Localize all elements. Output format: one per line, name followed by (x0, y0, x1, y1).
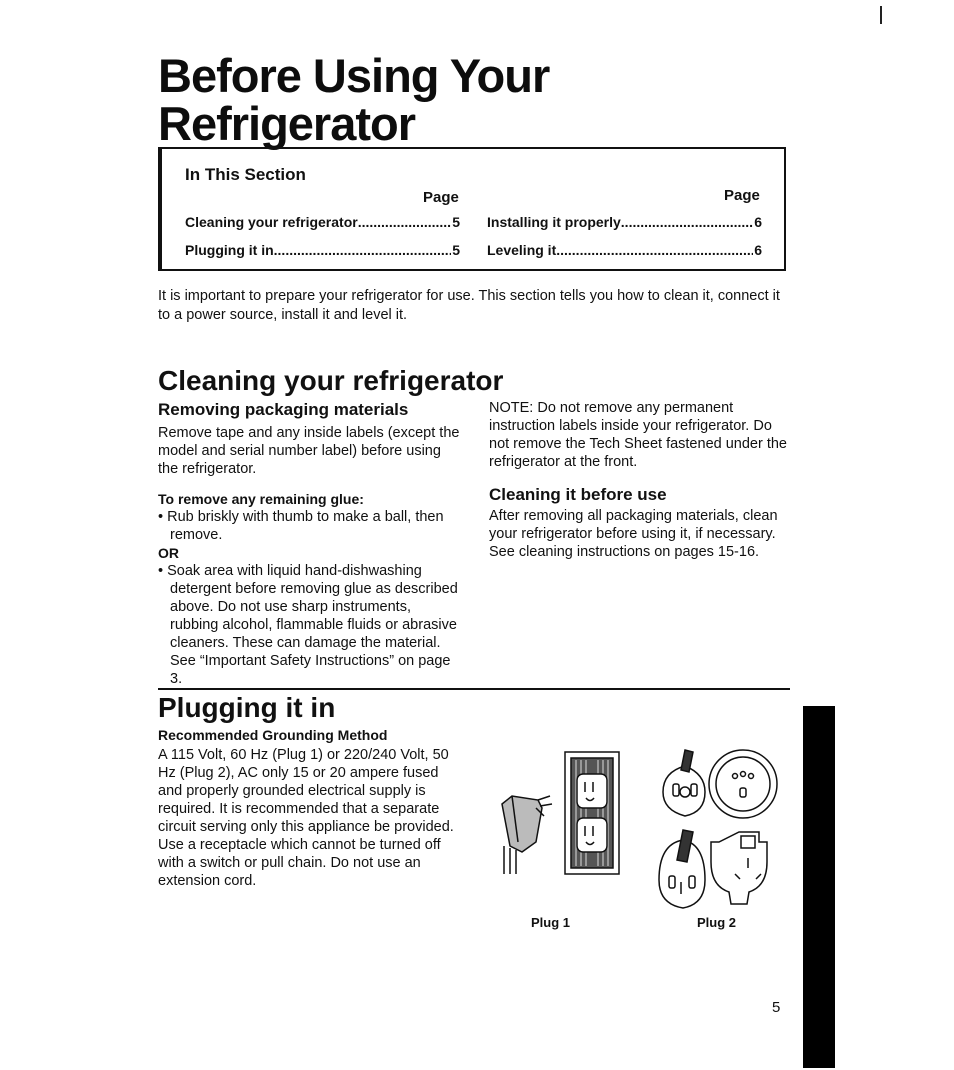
cleaning-heading: Cleaning your refrigerator (158, 365, 504, 396)
cleaning-left-column (158, 400, 463, 688)
grounding-method-text: A 115 Volt, 60 Hz (Plug 1) or 220/240 Volt, 50 Hz (Plug 2), AC only 15 or 20 ampere fused and properly grounded electrical supply is required. It is recommended that a separate circuit serving only this appliance be provided. Use a receptacle which cannot be turned off with a switch or pull chain. Do not use an extension cord. (158, 747, 454, 889)
page-title-line1: Before Using Your (158, 49, 550, 102)
plug2-caption: Plug 2 (697, 915, 737, 930)
page-title-line2: Refrigerator (158, 97, 416, 150)
toc-page-header-right: Page (724, 187, 760, 204)
plug2-illustration (655, 740, 785, 910)
note-text: Do not remove any permanent instruction labels inside your refrigerator. Do not remove the Tech Sheet fastened under the refrigerator at the front. (489, 400, 787, 470)
grounding-method-heading: Recommended Grounding Method (158, 727, 388, 743)
section-divider (158, 688, 790, 690)
toc-leader-dots (621, 214, 753, 230)
toc-leader-dots (274, 242, 452, 258)
margin-mark (880, 6, 882, 24)
toc-entry-page: 6 (754, 214, 762, 230)
toc-leader-dots (556, 242, 753, 258)
toc-entry-label: Leveling it (487, 242, 557, 258)
note-paragraph (489, 399, 789, 471)
glue-bullet-soak: • Soak area with liquid hand-dishwashing detergent before removing glue as described above. Do not use sharp instruments, rubbing alcohol, flammable fluids or abrasive cleaners. These can damage the material. See “Important Safety Instructions” on page 3. (158, 563, 458, 687)
toc-entry-page: 5 (452, 242, 460, 258)
before-use-text: After removing all packaging materials, clean your refrigerator before using it, if necessary. See cleaning instructions on pages 15-16. (489, 508, 778, 560)
note-label: NOTE: (489, 400, 534, 416)
toc-entry-installing[interactable] (487, 214, 762, 230)
removing-packaging-heading: Removing packaging materials (158, 400, 409, 419)
or-label: OR (158, 545, 179, 561)
toc-entry-page: 6 (754, 242, 762, 258)
toc-entry-plugging[interactable] (185, 242, 460, 258)
glue-bullet-rub: • Rub briskly with thumb to make a ball, then remove. (158, 509, 444, 543)
page-title (158, 49, 550, 150)
plug1-illustration (490, 748, 630, 878)
toc-entry-cleaning[interactable] (185, 214, 460, 230)
toc-entry-label: Cleaning your refrigerator (185, 214, 358, 230)
removing-packaging-text: Remove tape and any inside labels (except the model and serial number label) before using the refrigerator. (158, 425, 460, 477)
plugging-left-column (158, 726, 463, 890)
intro-paragraph: It is important to prepare your refrigerator for use. This section tells you how to clean it, connect it to a power source, install it and level it. (158, 288, 780, 323)
toc-leader-dots (358, 214, 452, 230)
toc-heading: In This Section (185, 165, 306, 184)
page-number: 5 (772, 999, 781, 1016)
toc-entry-label: Installing it properly (487, 214, 621, 230)
plugging-heading: Plugging it in (158, 692, 336, 723)
glue-heading: To remove any remaining glue: (158, 491, 364, 507)
before-use-heading: Cleaning it before use (489, 485, 667, 504)
cleaning-right-column (489, 399, 789, 561)
section-tab-marker (803, 706, 835, 1068)
toc-page-header-left: Page (423, 189, 459, 206)
plug1-caption: Plug 1 (531, 915, 571, 930)
toc-entry-label: Plugging it in (185, 242, 274, 258)
toc-entry-page: 5 (452, 214, 460, 230)
toc-entry-leveling[interactable] (487, 242, 762, 258)
